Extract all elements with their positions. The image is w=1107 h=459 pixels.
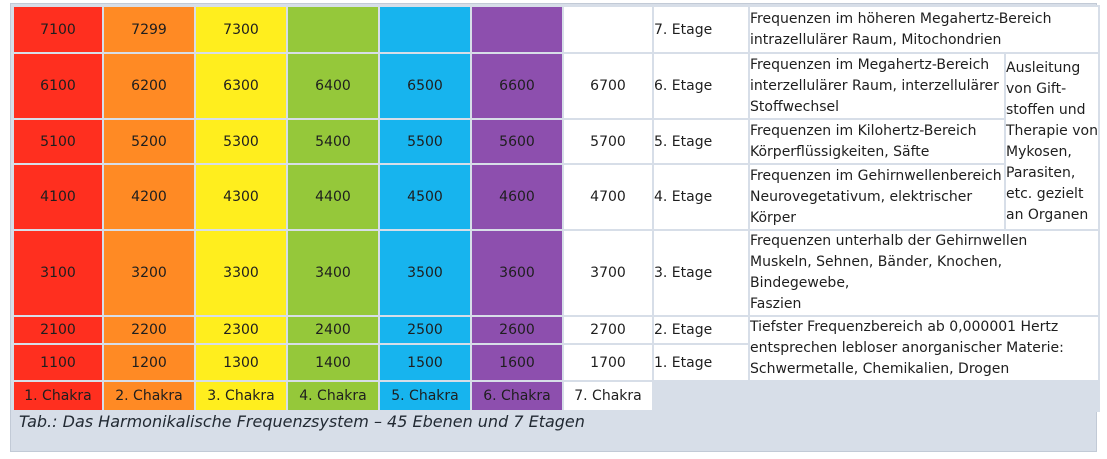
cell-value: 3200 xyxy=(103,230,195,316)
cell-value: 3100 xyxy=(13,230,103,316)
side-note-line: Mykosen, xyxy=(1006,143,1072,160)
empty-cell xyxy=(653,381,1099,411)
cell-value: 6600 xyxy=(471,53,563,119)
floor-label: 6. Etage xyxy=(653,53,749,119)
cell-value: 6300 xyxy=(195,53,287,119)
cell-value: 2500 xyxy=(379,316,471,344)
cell-value: 3500 xyxy=(379,230,471,316)
chakra-label: 7. Chakra xyxy=(563,381,653,411)
side-note-line: Parasiten, xyxy=(1006,164,1076,181)
description-line: Schwermetalle, Chemikalien, Drogen xyxy=(750,361,1010,377)
floor-label: 4. Etage xyxy=(653,164,749,230)
floor-label: 3. Etage xyxy=(653,230,749,316)
cell-value: 3300 xyxy=(195,230,287,316)
description-line: interzellulärer Raum, interzellulärer xyxy=(750,77,999,94)
chakra-label: 5. Chakra xyxy=(379,381,471,411)
cell-value: 7300 xyxy=(195,6,287,53)
cell-value: 5600 xyxy=(471,119,563,164)
chakra-label: 6. Chakra xyxy=(471,381,563,411)
cell-value: 4600 xyxy=(471,164,563,230)
cell-value: 3400 xyxy=(287,230,379,316)
cell-value: 6500 xyxy=(379,53,471,119)
table-row xyxy=(13,164,1099,230)
cell-value: 4300 xyxy=(195,164,287,230)
description-line: Frequenzen unterhalb der Gehirnwellen xyxy=(750,233,1028,249)
cell-value: 1400 xyxy=(287,344,379,381)
chakra-row xyxy=(13,381,1099,411)
cell-value: 7100 xyxy=(13,6,103,53)
cell-value: 5500 xyxy=(379,119,471,164)
cell-value: 4200 xyxy=(103,164,195,230)
floor-description xyxy=(749,230,1099,316)
table-caption: Tab.: Das Harmonikalische Frequenzsystem – 45 Ebenen und 7 Etagen xyxy=(19,412,585,431)
cell-value: 1500 xyxy=(379,344,471,381)
cell-value: 5400 xyxy=(287,119,379,164)
floor-description xyxy=(749,53,1005,119)
description-line: Faszien xyxy=(750,296,802,312)
floor-label: 2. Etage xyxy=(653,316,749,344)
side-note-line: von Gift- xyxy=(1006,80,1067,97)
cell-value: 3700 xyxy=(563,230,653,316)
cell-value xyxy=(563,6,653,53)
cell-value xyxy=(287,6,379,53)
cell-value: 6700 xyxy=(563,53,653,119)
cell-value: 6200 xyxy=(103,53,195,119)
description-line: Stoffwechsel xyxy=(750,98,840,115)
cell-value: 2200 xyxy=(103,316,195,344)
side-note-line: stoffen und xyxy=(1006,101,1086,118)
floor-description xyxy=(749,316,1099,381)
side-note-line: Ausleitung xyxy=(1006,59,1081,76)
side-note-line: an Organen xyxy=(1006,206,1089,223)
cell-value: 4700 xyxy=(563,164,653,230)
description-line: Neurovegetativum, elektrischer xyxy=(750,188,973,205)
side-note-line: etc. gezielt xyxy=(1006,185,1084,202)
cell-value: 4500 xyxy=(379,164,471,230)
cell-value: 5700 xyxy=(563,119,653,164)
cell-value: 1600 xyxy=(471,344,563,381)
floor-description xyxy=(749,164,1005,230)
chakra-label: 3. Chakra xyxy=(195,381,287,411)
chakra-label: 1. Chakra xyxy=(13,381,103,411)
cell-value xyxy=(471,6,563,53)
description-line: Körper xyxy=(750,209,797,226)
cell-value: 5200 xyxy=(103,119,195,164)
floor-label: 1. Etage xyxy=(653,344,749,381)
floor-label: 7. Etage xyxy=(653,6,749,53)
description-line: intrazellulärer Raum, Mitochondrien xyxy=(750,31,1002,48)
description-line: Muskeln, Sehnen, Bänder, Knochen, Bindegewebe, xyxy=(750,254,1003,291)
cell-value: 1200 xyxy=(103,344,195,381)
description-line: Frequenzen im Kilohertz-Bereich xyxy=(750,122,977,139)
description-line: entsprechen lebloser anorganischer Materie: xyxy=(750,340,1064,356)
description-line: Körperflüssigkeiten, Säfte xyxy=(750,143,930,160)
cell-value: 4100 xyxy=(13,164,103,230)
description-line: Frequenzen im höheren Megahertz-Bereich xyxy=(750,10,1052,27)
cell-value: 6400 xyxy=(287,53,379,119)
side-note-line: Therapie von xyxy=(1006,122,1098,139)
cell-value: 1100 xyxy=(13,344,103,381)
side-note xyxy=(1005,53,1099,230)
floor-description xyxy=(749,119,1005,164)
table-row xyxy=(13,6,1099,53)
table-row xyxy=(13,316,1099,344)
cell-value: 6100 xyxy=(13,53,103,119)
frequency-table xyxy=(12,5,1100,412)
description-line: Frequenzen im Gehirnwellenbereich xyxy=(750,167,1002,184)
floor-description xyxy=(749,6,1099,53)
cell-value: 2300 xyxy=(195,316,287,344)
cell-value: 5100 xyxy=(13,119,103,164)
table-row xyxy=(13,230,1099,316)
description-line: Tiefster Frequenzbereich ab 0,000001 Hertz xyxy=(750,319,1059,335)
table-row xyxy=(13,119,1099,164)
cell-value: 3600 xyxy=(471,230,563,316)
cell-value: 2100 xyxy=(13,316,103,344)
cell-value xyxy=(379,6,471,53)
cell-value: 1700 xyxy=(563,344,653,381)
floor-label: 5. Etage xyxy=(653,119,749,164)
cell-value: 5300 xyxy=(195,119,287,164)
table-row xyxy=(13,53,1099,119)
cell-value: 7299 xyxy=(103,6,195,53)
cell-value: 2700 xyxy=(563,316,653,344)
cell-value: 4400 xyxy=(287,164,379,230)
cell-value: 1300 xyxy=(195,344,287,381)
cell-value: 2400 xyxy=(287,316,379,344)
chakra-label: 4. Chakra xyxy=(287,381,379,411)
description-line: Frequenzen im Megahertz-Bereich xyxy=(750,56,990,73)
chakra-label: 2. Chakra xyxy=(103,381,195,411)
cell-value: 2600 xyxy=(471,316,563,344)
